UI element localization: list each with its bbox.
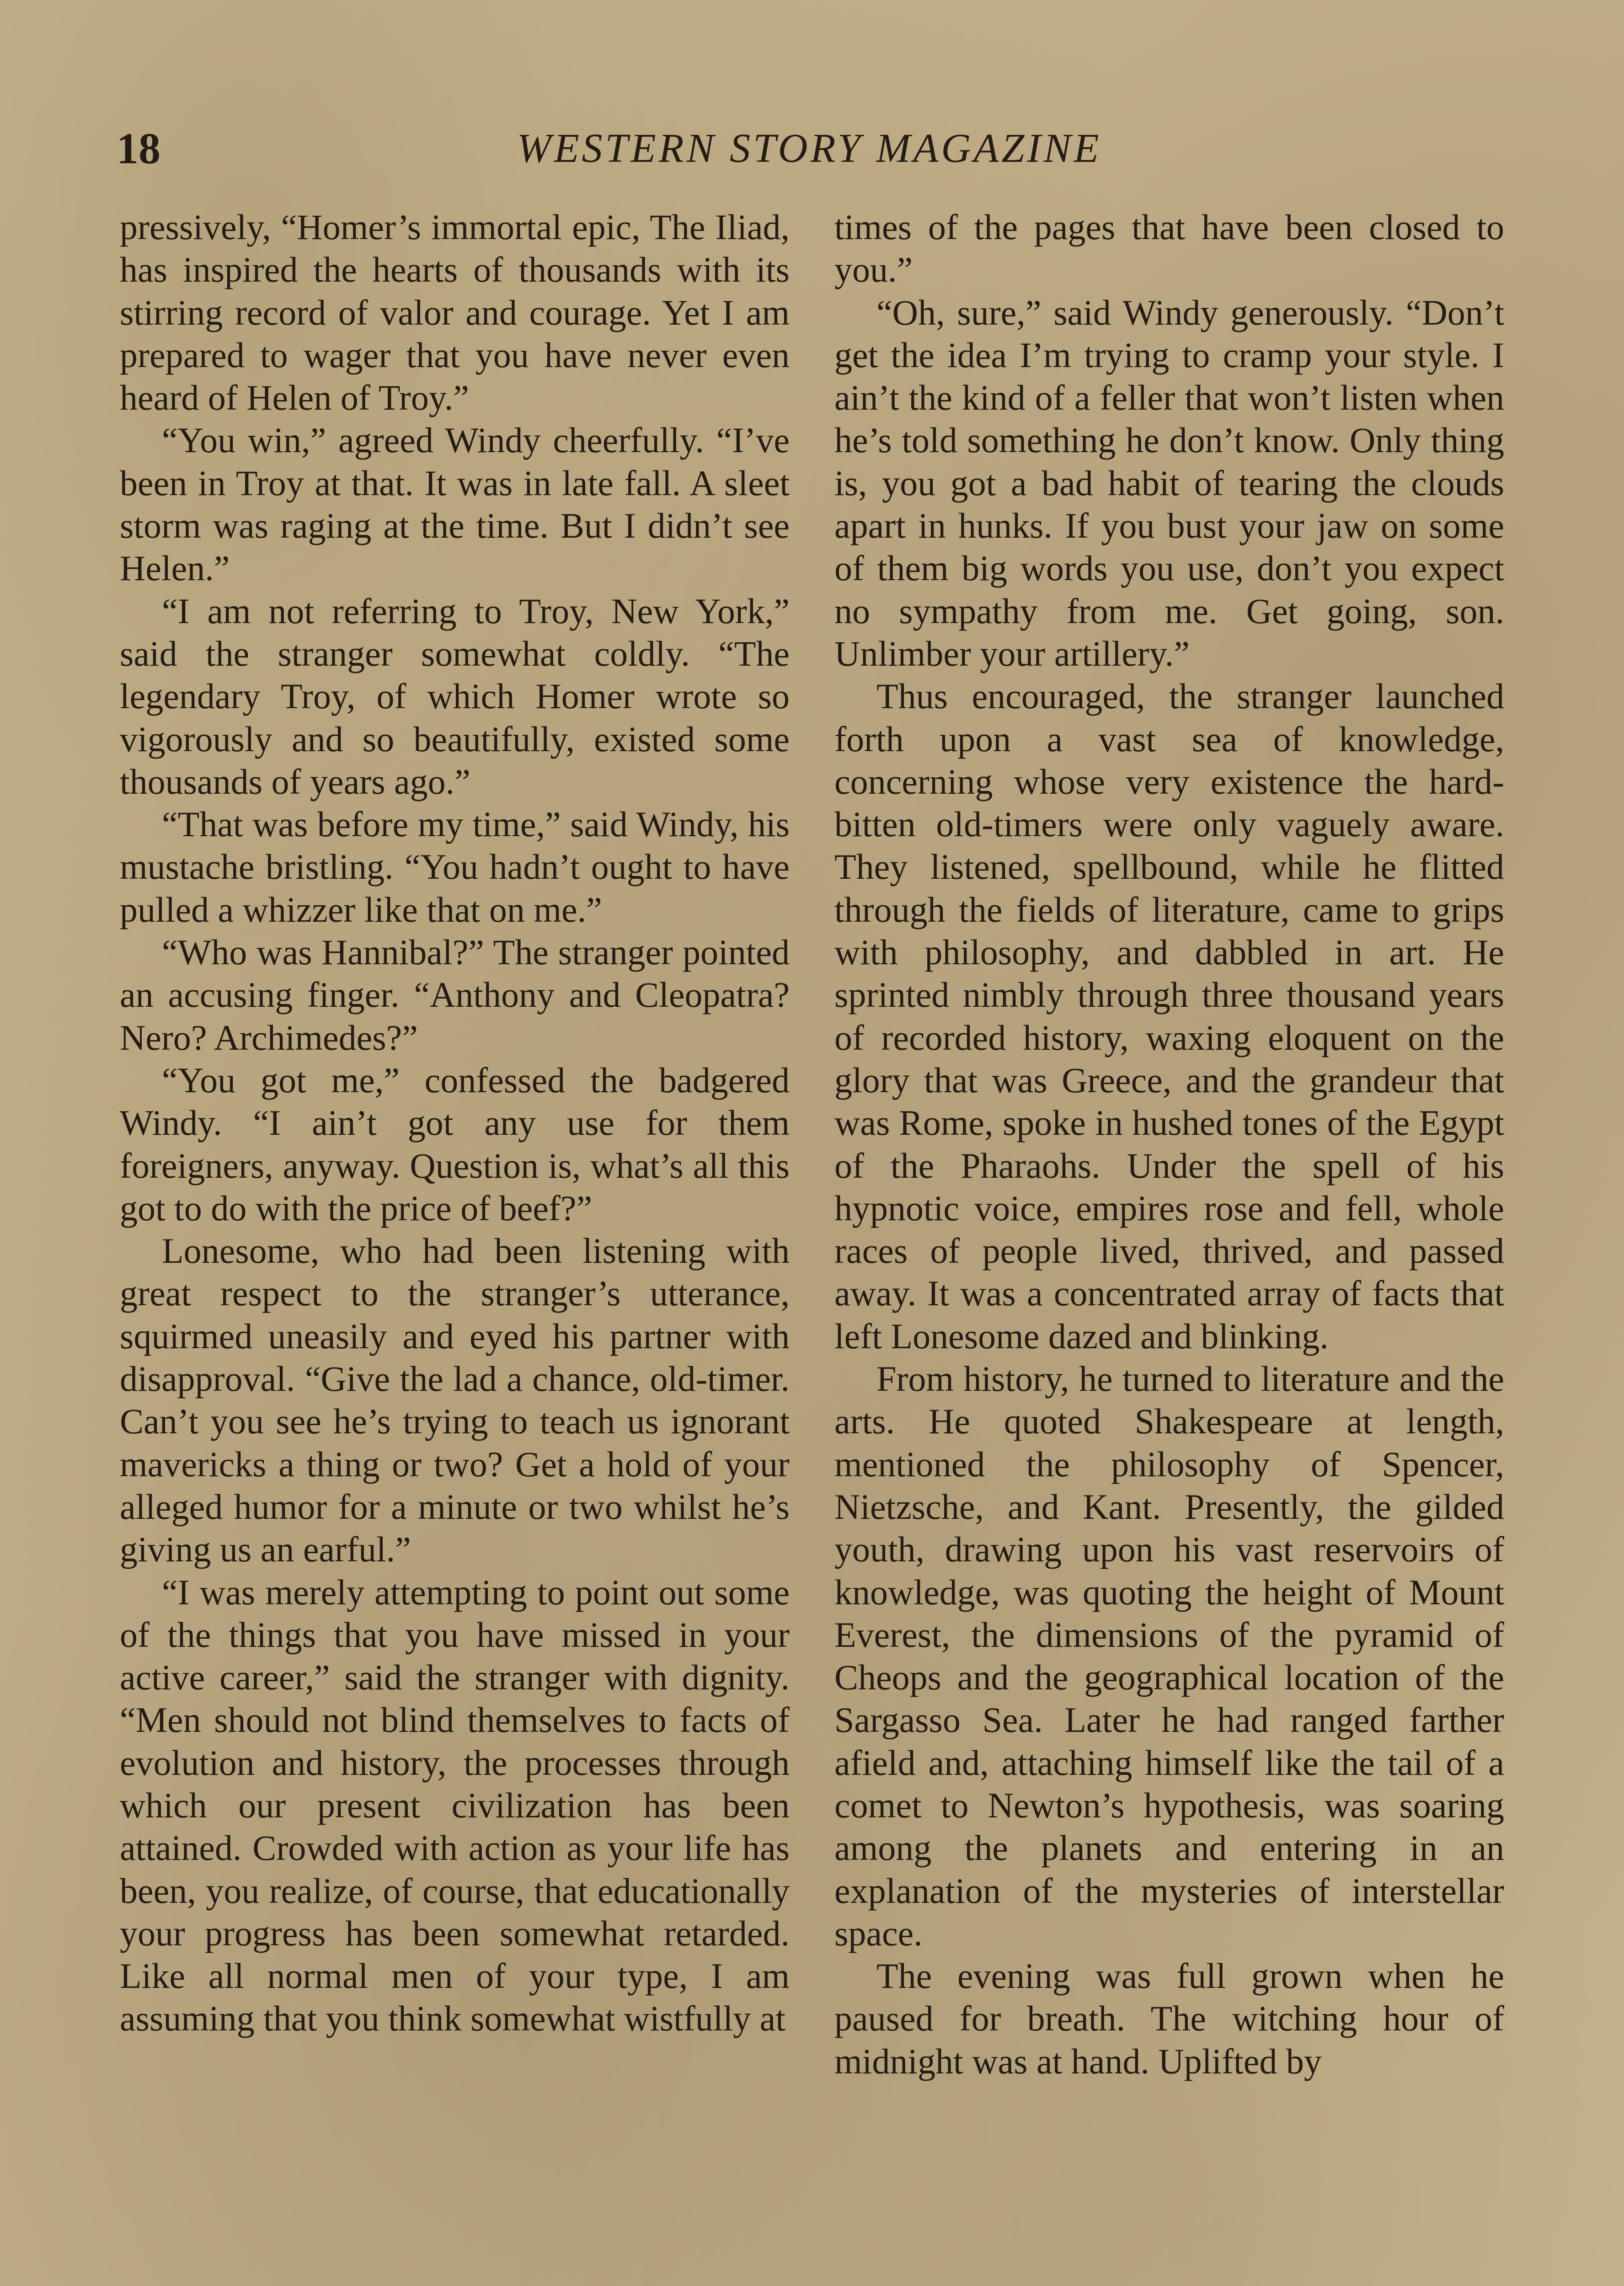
paragraph: Lonesome, who had been listening with great respect to the stranger’s utterance, squirmed uneasily and eyed his partner with disapproval. “Give the lad a chance, old-timer. Can’t you see he’s trying to teach us ignorant mavericks a thing or two? Get a hold of your alleged humor for a minute or two whilst he’s giving us an earful.” <box>120 1231 790 1570</box>
page-header <box>117 117 1502 181</box>
paragraph: “Who was Hannibal?” The stranger pointed an accusing finger. “Anthony and Cleopatra? Nero? Archimedes?” <box>120 932 790 1058</box>
left-column <box>120 206 790 2040</box>
paragraph: “I was merely attempting to point out some of the things that you have missed in your active career,” said the stranger with dignity. “Men should not blind themselves to facts of evolution and history, the processes through which our present civilization has been attained. Crowded with action as your life has been, you realize, of course, that educationally your progress has been somewhat retarded. Like all normal men of your type, I am assuming that you think somewhat wistfully at <box>120 1572 790 2039</box>
paragraph: “I am not referring to Troy, New York,” said the stranger somewhat coldly. “The legendary Troy, of which Homer wrote so vigorously and so beautifully, existed some thousands of years ago.” <box>120 591 790 801</box>
paragraph: From history, he turned to literature and the arts. He quoted Shakespeare at length, mentioned the philosophy of Spencer, Nietzsche, and Kant. Presently, the gilded youth, drawing upon his vast reservoirs of knowledge, was quoting the height of Mount Everest, the dimensions of the pyramid of Cheops and the geographical location of the Sargasso Sea. Later he had ranged farther afield and, attaching himself like the tail of a comet to Newton’s hypothesis, was soaring among the planets and entering in an explanation of the mysteries of interstellar space. <box>834 1359 1504 1953</box>
page-number: 18 <box>117 124 160 173</box>
paragraph: Thus encouraged, the stranger launched forth upon a vast sea of knowledge, concerning whose very existence the hard-bitten old-timers were only vaguely aware. They listened, spellbound, while he flitted through the fields of literature, came to grips with philosophy, and dabbled in art. He sprinted nimbly through three thousand years of recorded history, waxing eloquent on the glory that was Greece, and the grandeur that was Rome, spoke in hushed tones of the Egypt of the Pharaohs. Under the spell of his hypnotic voice, empires rose and fell, whole races of people lived, thrived, and passed away. It was a concentrated array of facts that left Lonesome dazed and blinking. <box>834 676 1504 1356</box>
paragraph: “That was before my time,” said Windy, his mustache bristling. “You hadn’t ought to have pulled a whizzer like that on me.” <box>120 804 790 929</box>
paragraph: “Oh, sure,” said Windy generously. “Don’t get the idea I’m trying to cramp your style. I ain’t the kind of a feller that won’t listen when he’s told something he don’t know. Only thing is, you got a bad habit of tearing the clouds apart in hunks. If you bust your jaw on some of them big words you use, don’t you expect no sympathy from me. Get going, son. Unlimber your artillery.” <box>834 292 1504 673</box>
paragraph: pressively, “Homer’s immortal epic, The Iliad, has inspired the hearts of thousands with its stirring record of valor and courage. Yet I am prepared to wager that you have never even heard of Helen of Troy.” <box>120 207 790 418</box>
paragraph: The evening was full grown when he paused for breath. The witching hour of midnight was at hand. Uplifted by <box>834 1956 1504 2081</box>
paragraph: “You got me,” confessed the badgered Windy. “I ain’t got any use for them foreigners, anyway. Question is, what’s all this got to do with the price of beef?” <box>120 1060 790 1228</box>
running-title: WESTERN STORY MAGAZINE <box>517 126 1102 171</box>
right-column <box>834 206 1504 2083</box>
paragraph: times of the pages that have been closed to you.” <box>834 207 1504 290</box>
paragraph: “You win,” agreed Windy cheerfully. “I’ve been in Troy at that. It was in late fall. A sleet storm was raging at the time. But I didn’t see Helen.” <box>120 420 790 588</box>
